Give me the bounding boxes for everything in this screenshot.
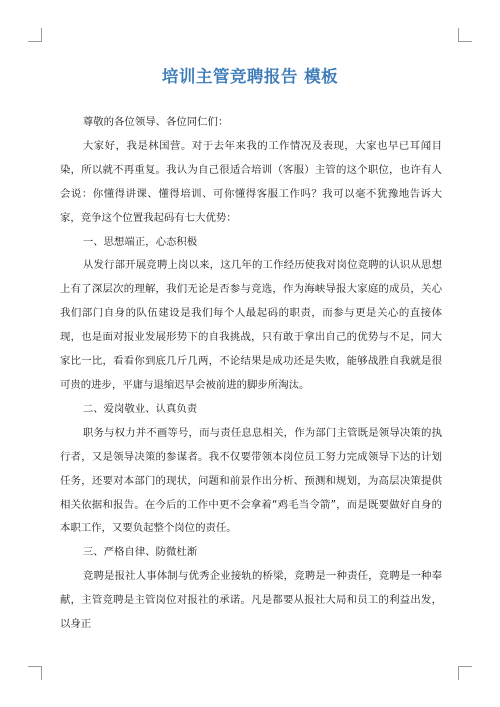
document-title: 培训主管竞聘报告 模板 — [161, 67, 339, 86]
crop-mark-top-left — [28, 28, 42, 42]
section-heading-1: 一、思想端正，心态积极 — [82, 235, 198, 248]
crop-mark-top-right — [458, 28, 472, 42]
salutation: 尊敬的各位领导、各位同仁们： — [82, 116, 229, 128]
section-heading-2: 二、爱岗敬业、认真负责 — [82, 402, 198, 415]
section-paragraph-2: 职务与权力并不画等号，而与责任息息相关，作为部门主管既是领导决策的执行者，又是领导决策的参谋者。我不仅要带领本岗位员工努力完成领导下达的计划任务，还要对本部门的现状，问题和前景作出分析、预测和规划，为高层决策提供相关依据和报告。在今后的工作中更不会拿着“鸡毛当令箭”，而是既要做好自身的本职工作，又要负起整个岗位的责任。 — [60, 426, 442, 535]
section-heading-3: 三、严格自律、防微杜渐 — [82, 546, 198, 559]
intro-paragraph: 大家好，我是林国营。对于去年来我的工作情况及表现，大家也早已耳闻目染，所以就不再重复。我认为自己很适合培训（客服）主管的这个职位，也许有人会说：你懂得讲课、懂得培训、可你懂得客服工作吗？我可以毫不犹豫地告诉大家，竞争这个位置我起码有七大优势： — [60, 139, 442, 224]
section-paragraph-1: 从发行部开展竞聘上岗以来，这几年的工作经历使我对岗位竞聘的认识从思想上有了深层次的理解，我们无论是否参与竞选，作为海峡导报大家庭的成员，关心我们部门自身的队伍建设是我们每个人最起码的职责，而参与更是关心的直接体现，也是面对报业发展形势下的自我挑战，只有敢于拿出自己的优势与不足，同大家比一比，看看你到底几斤几两，不论结果是成功还是失败，能够战胜自我就是很可贵的进步，平庸与退缩迟早会被前进的脚步所淘汰。 — [60, 259, 442, 391]
crop-mark-bottom-left — [28, 666, 42, 680]
section-paragraph-3: 竞聘是报社人事体制与优秀企业接轨的桥梁，竞聘是一种责任，竞聘是一种奉献，主管竞聘是主管岗位对报社的承诺。凡是都要从报社大局和员工的利益出发，以身正 — [60, 570, 442, 631]
document-body — [60, 111, 442, 637]
crop-mark-bottom-right — [458, 666, 472, 680]
